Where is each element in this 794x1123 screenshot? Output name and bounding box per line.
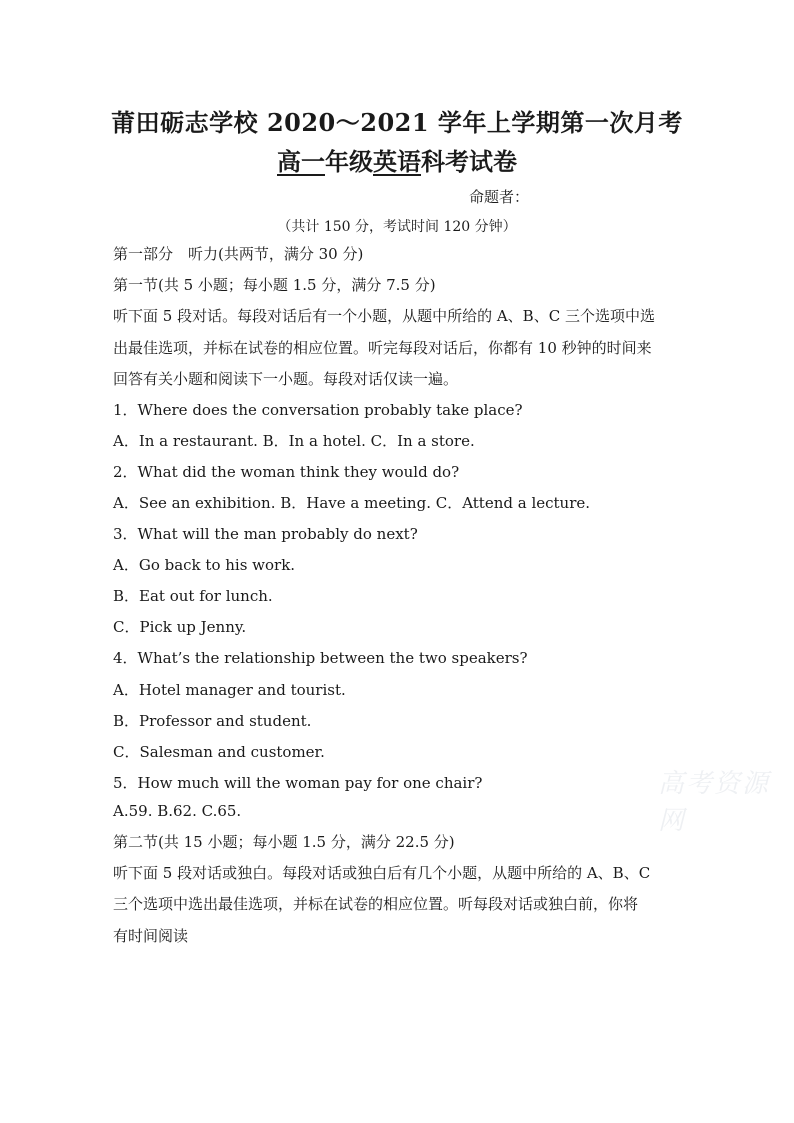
section1-heading: 第一节(共 5 小题；每小题 1.5 分，满分 7.5 分) xyxy=(113,276,436,294)
author-label: 命题者： xyxy=(469,188,530,206)
question-5: 5．How much will the woman pay for one chair? xyxy=(113,774,483,792)
question-5-options: A.59. B.62. C.65. xyxy=(113,802,242,820)
section1-instruction: 回答有关小题和阅读下一小题。每段对话仅读一遍。 xyxy=(113,370,459,388)
section1-instruction: 出最佳选项，并标在试卷的相应位置。听完每段对话后，你都有 10 秒钟的时间来 xyxy=(113,339,652,357)
question-1-options: A．In a restaurant. B．In a hotel. C．In a store. xyxy=(113,432,475,450)
watermark: 高考资源网 xyxy=(658,769,771,836)
exam-info: （共计 150 分，考试时间 120 分钟） xyxy=(277,219,517,235)
subtitle-grade-suffix: 年级 xyxy=(325,147,373,176)
part1-heading: 第一部分 听力(共两节，满分 30 分) xyxy=(113,245,364,263)
question-3-option-b: B．Eat out for lunch. xyxy=(113,587,273,605)
exam-title: 莆田砺志学校 2020～2021 学年上学期第一次月考 xyxy=(111,108,683,137)
question-4: 4．What’s the relationship between the two speakers? xyxy=(113,649,528,667)
section2-instruction: 有时间阅读 xyxy=(113,927,189,945)
subtitle-grade: 高一 xyxy=(277,147,325,176)
subtitle-exam: 科考试卷 xyxy=(421,147,517,176)
section1-instruction: 听下面 5 段对话。每段对话后有一个小题，从题中所给的 A、B、C 三个选项中选 xyxy=(113,307,655,325)
section2-instruction: 听下面 5 段对话或独白。每段对话或独白后有几个小题，从题中所给的 A、B、C xyxy=(113,864,651,882)
exam-subtitle xyxy=(0,142,794,177)
question-4-option-c: C．Salesman and customer. xyxy=(113,743,325,761)
question-3-option-a: A．Go back to his work. xyxy=(113,556,296,574)
question-3-option-c: C．Pick up Jenny. xyxy=(113,618,247,636)
question-1: 1．Where does the conversation probably take place? xyxy=(113,401,523,419)
subtitle-subject: 英语 xyxy=(373,147,421,176)
question-2: 2．What did the woman think they would do? xyxy=(113,463,460,481)
question-3: 3．What will the man probably do next? xyxy=(113,525,418,543)
question-4-option-b: B．Professor and student. xyxy=(113,712,312,730)
section2-heading: 第二节(共 15 小题；每小题 1.5 分，满分 22.5 分) xyxy=(113,833,455,851)
question-2-options: A．See an exhibition. B．Have a meeting. C．Attend a lecture. xyxy=(113,494,591,512)
section2-instruction: 三个选项中选出最佳选项，并标在试卷的相应位置。听每段对话或独白前，你将 xyxy=(113,895,639,913)
question-4-option-a: A．Hotel manager and tourist. xyxy=(113,681,346,699)
